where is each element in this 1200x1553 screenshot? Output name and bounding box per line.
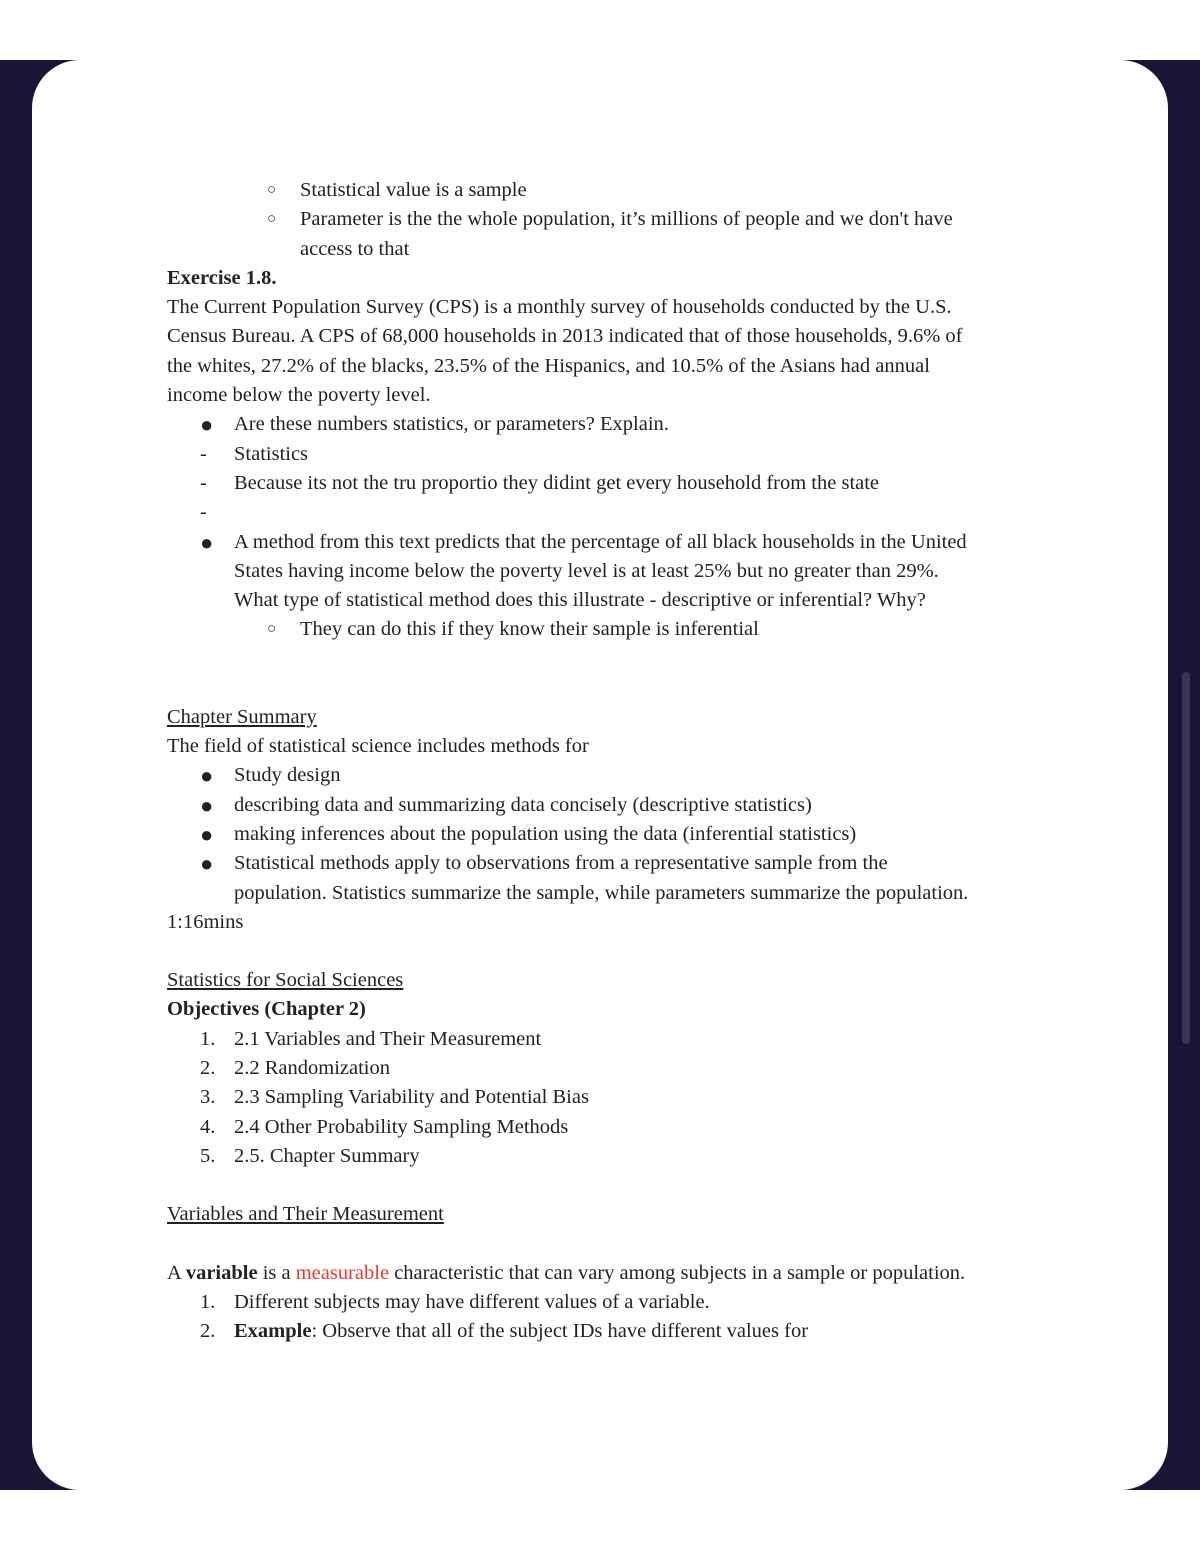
answer-dash-item: - Because its not the tru proportio they didint get every household from the state <box>167 469 1047 498</box>
question-bullet-continuation: What type of statistical method does this illustrate - descriptive or inferential? Why? <box>234 589 926 612</box>
variable-item: 2. Example: Observe that all of the subject IDs have different values for <box>167 1317 1047 1346</box>
measurable-highlight: measurable <box>295 1261 390 1284</box>
variable-item: 1. Different subjects may have different values of a variable. <box>167 1288 1047 1317</box>
objective-item: 2. 2.2 Randomization <box>167 1054 1047 1083</box>
sub-bullet: ○ Statistical value is a sample <box>167 176 1047 205</box>
variable-definition: A variable is a measurable characteristic that can vary among subjects in a sample or population. <box>167 1261 966 1284</box>
spacer <box>167 674 1047 703</box>
exercise-heading: Exercise 1.8. <box>167 266 277 289</box>
hollow-bullet-icon: ○ <box>267 211 277 228</box>
spacer <box>167 645 1047 674</box>
summary-bullet: ● describing data and summarizing data concisely (descriptive statistics) <box>167 791 1047 820</box>
variable-term: variable <box>185 1261 258 1284</box>
example-label: Example <box>234 1320 312 1343</box>
dash-marker: - <box>200 501 207 524</box>
list-number: 1. <box>200 1027 216 1050</box>
question-bullet: ● A method from this text predicts that the percentage of all black households in the United <box>167 528 1047 557</box>
exercise-paragraph-line: income below the poverty level. <box>167 384 431 407</box>
sub-bullet-continuation: access to that <box>300 237 410 260</box>
bullet-icon: ● <box>200 792 214 818</box>
dash-marker: - <box>200 471 207 494</box>
answer-dash-item: - Statistics <box>167 440 1047 469</box>
exercise-paragraph-line: Census Bureau. A CPS of 68,000 households in 2013 indicated that of those households, 9.6% of <box>167 325 963 348</box>
list-number: 4. <box>200 1115 216 1138</box>
objective-item: 1. 2.1 Variables and Their Measurement <box>167 1025 1047 1054</box>
list-number: 5. <box>200 1144 216 1167</box>
scrollbar[interactable] <box>1182 672 1190 1044</box>
summary-bullet: ● making inferences about the population using the data (inferential statistics) <box>167 820 1047 849</box>
chapter-summary-heading: Chapter Summary <box>167 705 317 728</box>
objective-item: 5. 2.5. Chapter Summary <box>167 1142 1047 1171</box>
bullet-icon: ● <box>200 529 214 555</box>
objective-item: 3. 2.3 Sampling Variability and Potential Bias <box>167 1083 1047 1112</box>
list-number: 2. <box>200 1320 216 1343</box>
bullet-icon: ● <box>200 412 214 438</box>
objective-item: 4. 2.4 Other Probability Sampling Methods <box>167 1113 1047 1142</box>
variables-heading: Variables and Their Measurement <box>167 1203 444 1226</box>
timestamp-note: 1:16mins <box>167 910 244 933</box>
exercise-paragraph-line: the whites, 27.2% of the blacks, 23.5% of the Hispanics, and 10.5% of the Asians had annual <box>167 354 930 377</box>
sub-bullet: ○ Parameter is the the whole population, it’s millions of people and we don't have <box>167 205 1047 234</box>
sub-bullet: ○ They can do this if they know their sample is inferential <box>167 615 1047 644</box>
exercise-paragraph-line: The Current Population Survey (CPS) is a monthly survey of households conducted by the U.S. <box>167 296 952 319</box>
summary-bullet: ● Statistical methods apply to observations from a representative sample from the <box>167 849 1047 878</box>
summary-bullet: ● Study design <box>167 761 1047 790</box>
dash-marker: - <box>200 442 207 465</box>
chapter-summary-intro: The field of statistical science includes methods for <box>167 735 589 758</box>
hollow-bullet-icon: ○ <box>267 182 277 198</box>
spacer <box>167 937 1047 966</box>
summary-bullet-continuation: population. Statistics summarize the sample, while parameters summarize the population. <box>234 881 969 904</box>
bullet-icon: ● <box>200 851 214 877</box>
objectives-heading: Objectives (Chapter 2) <box>167 998 366 1021</box>
document-content <box>167 176 1047 1346</box>
question-bullet: ● Are these numbers statistics, or parameters? Explain. <box>167 410 1047 439</box>
list-number: 1. <box>200 1290 216 1313</box>
answer-dash-item <box>167 498 1047 527</box>
social-sciences-heading: Statistics for Social Sciences <box>167 969 404 992</box>
bullet-icon: ● <box>200 821 214 847</box>
bullet-icon: ● <box>200 763 214 789</box>
list-number: 2. <box>200 1057 216 1080</box>
spacer <box>167 1171 1047 1200</box>
question-bullet-continuation: States having income below the poverty level is at least 25% but no greater than 29%. <box>234 559 939 582</box>
hollow-bullet-icon: ○ <box>267 621 277 638</box>
list-number: 3. <box>200 1086 216 1109</box>
spacer <box>167 1230 1047 1259</box>
